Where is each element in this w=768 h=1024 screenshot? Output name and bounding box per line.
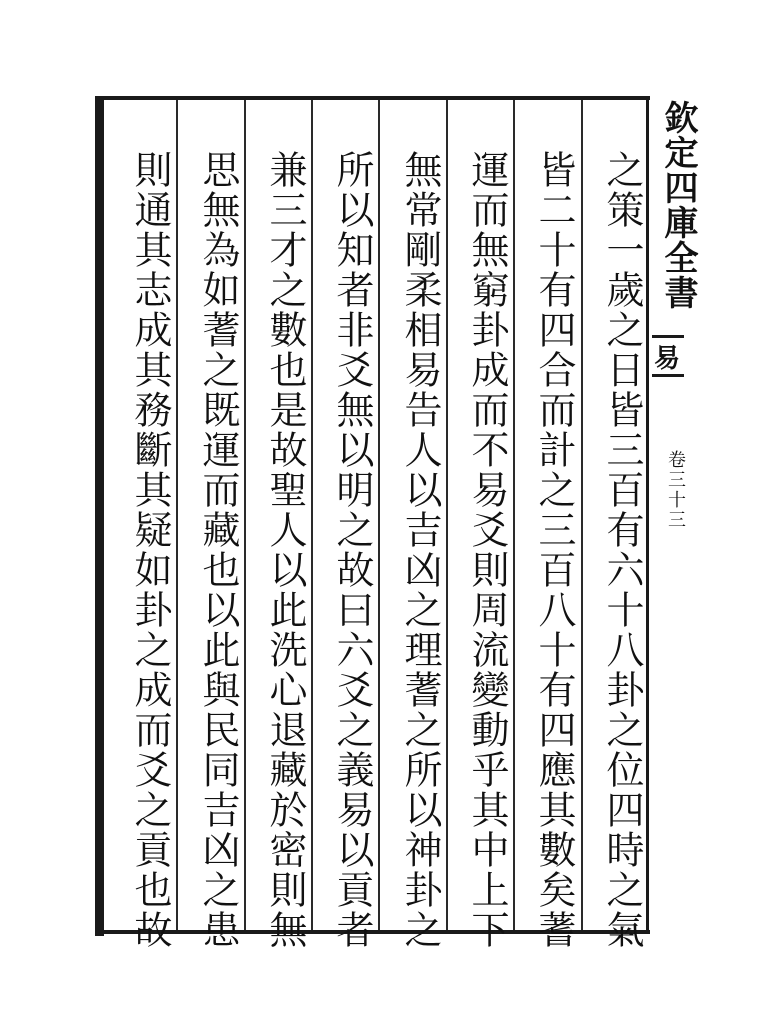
text-column-4: 無常剛柔相易告人以吉凶之理蓍之所以神卦之 [398, 150, 442, 950]
volume-label: 卷三十三 [665, 450, 686, 530]
book-title: 欽定四庫全書 [658, 100, 698, 310]
text-column-5: 所以知者非爻無以明之故曰六爻之義易以貢者 [330, 150, 374, 950]
text-column-2: 皆二十有四合而計之三百八十有四應其數矣蓍 [532, 150, 576, 950]
frame-top-border [95, 96, 650, 100]
text-column-6: 兼三才之數也是故聖人以此洗心退藏於密則無 [263, 150, 307, 950]
frame-left-border [95, 96, 104, 936]
text-column-7: 思無為如蓍之既運而藏也以此與民同吉凶之患 [196, 150, 240, 950]
book-mark: 易 [654, 344, 681, 374]
text-column-1: 之策一歲之日皆三百有六十八卦之位四時之氣 [600, 150, 644, 950]
text-column-3: 運而無窮卦成而不易爻則周流變動乎其中上下 [465, 150, 509, 950]
fish-tail-mark [652, 335, 684, 377]
text-column-8: 則通其志成其務斷其疑如卦之成而爻之貢也故 [128, 150, 172, 950]
